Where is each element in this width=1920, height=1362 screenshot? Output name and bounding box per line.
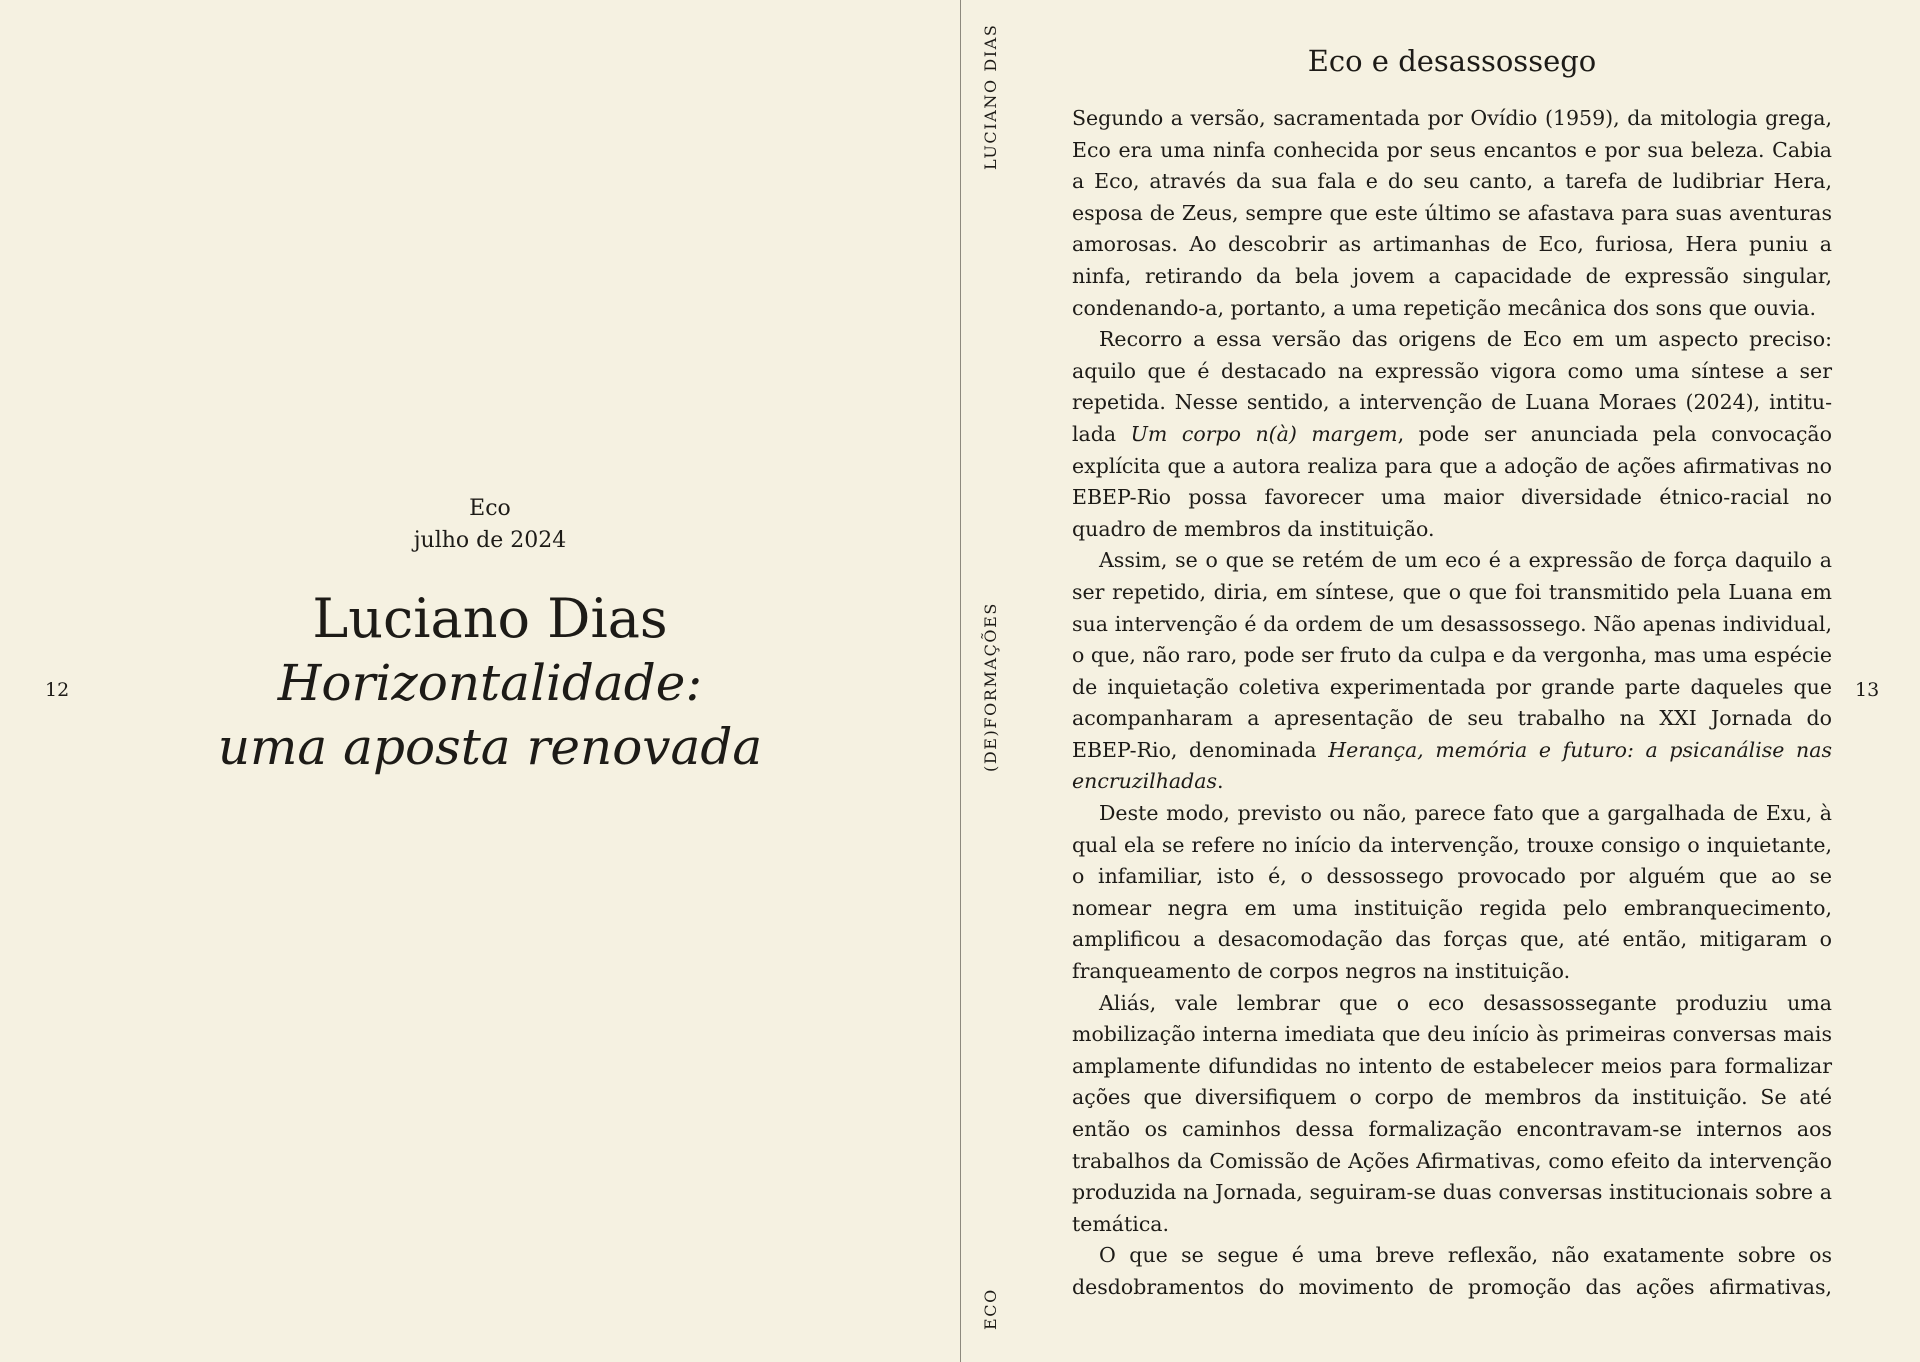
paragraph-2-text-b: , pode ser anunciada pela convocação explícita que a autora realiza para que a adoção de ações afirmativas no EBEP-Rio possa favorecer uma maior diversidade étnico-racial no quadro de membros da instituição. [1072,421,1832,541]
running-head-author: LUCIANO DIAS [981,23,1000,170]
running-head [976,0,1006,1362]
paragraph-6: O que se segue é uma breve reflexão, não exatamente sobre os desdobramentos do movimento de promoção das ações afirmativas, [1072,1243,1832,1299]
paragraph-2-italic-title: Um corpo n(à) margem [1130,421,1398,446]
paragraph-3-text-b: . [1217,769,1224,794]
paragraph-3-text-a: Assim, se o que se retém de um eco é a expressão de força daquilo a ser repetido, diria, em síntese, que o que foi transmitido pela Luana em sua intervenção é da ordem de um desassossego. Não apenas individual, o que, não raro, pode ser fruto da culpa e da vergonha, mas uma espécie de inquietação coletiva experimentada por grande parte daqueles que acompanharam a apresentação de seu trabalho na XXI Jornada do EBEP-Rio, denominada [1072,548,1832,762]
article-body [1072,103,1832,1304]
title-block [140,493,840,779]
page-number-left: 12 [45,679,70,701]
paragraph-3 [1072,545,1832,798]
paragraph-5: Aliás, vale lembrar que o eco desassossegante produziu uma mobilização interna imediata que deu início às primeiras conversas mais amplamente difundidas no intento de estabelecer meios para formalizar ações que diversifiquem o corpo de membros da instituição. Se até então os caminhos dessa formalização encontravam-se internos aos trabalhos da Comissão de Ações Afirmativas, como efeito da intervenção produzida na Jornada, seguiram-se duas conversas institucionais sobre a temática. [1072,990,1832,1236]
right-page [1072,38,1832,1304]
publication-name: Eco [469,496,511,521]
essay-title-line-1: Horizontalidade: [277,654,703,712]
paragraph-3-italic-title: Herança, memória e futuro: a psicanálise nas encruzilhadas [1072,737,1832,794]
page-number-right: 13 [1855,679,1880,701]
gutter-divider [960,0,961,1362]
paragraph-2-text-a: Recorro a essa versão das origens de Eco em um aspecto preciso: aquilo que é destacado na expressão vigora como uma síntese a ser repetida. Nesse sentido, a intervenção de Luana Moraes (2024), intitulada [1072,327,1832,446]
paragraph-2 [1072,324,1832,545]
running-head-section: (DE)FORMAÇÕES [981,602,1000,772]
article-heading: Eco e desassossego [1307,44,1597,78]
running-head-publication: ECO [981,1288,1000,1330]
author-name: Luciano Dias [312,587,668,650]
paragraph-4: Deste modo, previsto ou não, parece fato que a gargalhada de Exu, à qual ela se refere no início da intervenção, trouxe consigo o inquietante, o infamiliar, isto é, o dessossego provocado por alguém que ao se nomear negra em uma instituição regida pelo embranquecimento, amplificou a desacomodação das forças que, até então, mitigaram o franqueamento de corpos negros na instituição. [1072,801,1832,984]
publication-date: julho de 2024 [413,528,567,553]
paragraph-1: Segundo a versão, sacramentada por Ovídio (1959), da mitologia grega, Eco era uma ninfa conhecida por seus encantos e por sua beleza. Cabia a Eco, através da sua fala e do seu canto, a tarefa de ludibriar Hera, esposa de Zeus, sempre que este último se afastava para suas aventuras amorosas. Ao descobrir as artimanhas de Eco, furiosa, Hera puniu a ninfa, retirando da bela jovem a capacidade de expressão singular, condenando-a, portanto, a uma repetição mecânica dos sons que ouvia. [1072,106,1832,320]
essay-title-line-2: uma aposta renovada [217,718,763,776]
